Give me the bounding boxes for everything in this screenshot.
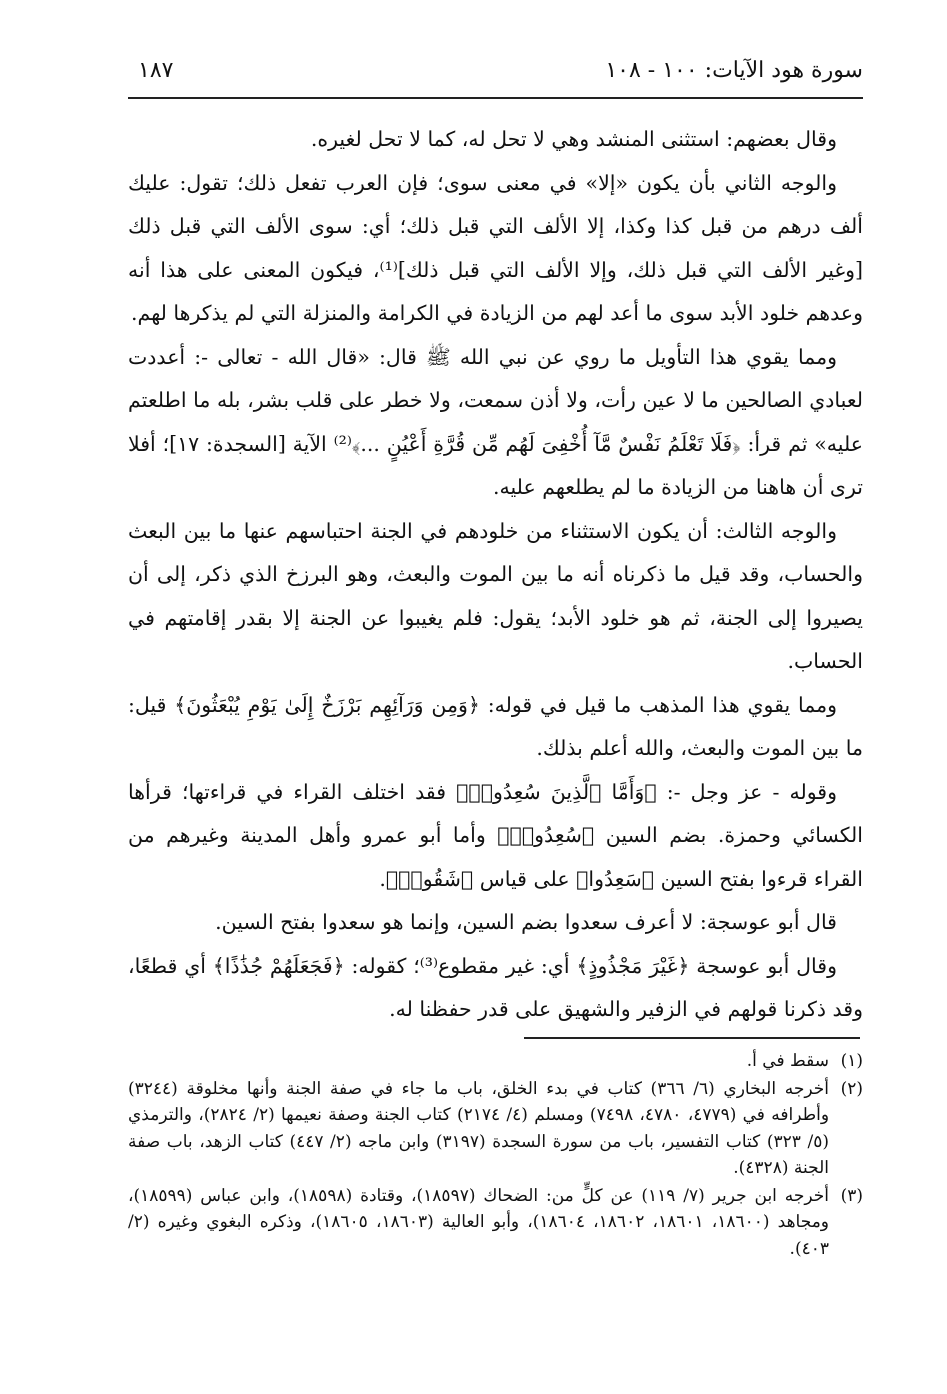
footnote-text: سقط في أ. [746,1051,829,1071]
main-text [128,118,863,1032]
footnote [128,1183,863,1263]
header-rule [128,97,863,99]
footnotes [128,1048,863,1263]
paragraph: وقال بعضهم: استثنى المنشد وهي لا تحل له، كما لا تحل لغيره. [310,127,837,151]
paragraph: ومما يقوي هذا التأويل ما روي عن نبي الله ﷺ قال: «قال الله - تعالى -: أعددت لعبادي الصالحين ما لا عين رأت، ولا أذن سمعت، ولا خطر على قلب بشر، بله ما اطلعتم عليه» ثم قرأ: ﴿فَلَا تَعْلَمُ نَفْسٌ مَّآ أُخْفِىَ لَهُم مِّن قُرَّةِ أَعْيُنٍ ...﴾⁽²⁾ الآية [السجدة: ١٧]؛ أفلا ترى أن هاهنا من الزيادة ما لم يطلعهم عليه. [128,344,863,499]
paragraph: وقال أبو عوسجة ﴿غَيْرَ مَجْذُوذٍ﴾ أي: غير مقطوع⁽³⁾؛ كقوله: ﴿فَجَعَلَهُمْ جُذَٰذًا﴾ أي قطعًا، وقد ذكرنا قولهم في الزفير والشهيق على قدر حفظنا له. [128,953,863,1021]
paragraph: قال أبو عوسجة: لا أعرف سعدوا بضم السين، وإنما هو سعدوا بفتح السين. [215,910,837,934]
footnote-text: أخرجه ابن جرير (٧/ ١١٩) عن كلٍّ من: الضحاك (١٨٥٩٧)، وقتادة (١٨٥٩٨)، وابن عباس (١٨٥٩٩)، ومجاهد (١٨٦٠٠، ١٨٦٠١، ١٨٦٠٢، ١٨٦٠٤)، وأبو العالية (١٨٦٠٣، ١٨٦٠٥)، وذكره البغوي وغيره (٢/ ٤٠٣). [128,1185,830,1259]
footnote-number: (٢) [840,1078,863,1099]
paragraph: والوجه الثالث: أن يكون الاستثناء من خلودهم في الجنة احتباسهم عنها ما بين البعث والحساب، وقد قيل ما ذكرناه أنه ما بين الموت والبعث، وهو البرزخ الذي ذكر، إلى أن يصيروا إلى الجنة، ثم هو خلود الأبد؛ يقول: فلم يغيبوا عن الجنة إلا بقدر إقامتهم في الحساب. [128,518,863,673]
footnote-text: أخرجه البخاري (٦/ ٣٦٦) كتاب في بدء الخلق، باب ما جاء في صفة الجنة وأنها مخلوقة (٣٢٤٤) وأطرافه في (٤٧٧٩، ٤٧٨٠، ٧٤٩٨) ومسلم (٤/ ٢١٧٤) كتاب الجنة وصفة نعيمها (٢/ ٢٨٢٤)، والترمذي (٥/ ٣٢٣) كتاب التفسير، باب من سورة السجدة (٣١٩٧) وابن ماجه (٢/ ٤٤٧) كتاب الزهد، باب صفة الجنة (٤٣٢٨). [128,1078,830,1178]
page-number: ١٨٧ [138,58,174,83]
footnote [128,1048,863,1075]
footnote-number: (٣) [840,1185,863,1206]
paragraph: والوجه الثاني بأن يكون «إلا» في معنى سوى؛ فإن العرب تفعل ذلك؛ تقول: عليك ألف درهم من قبل كذا وكذا، إلا الألف التي قبل ذلك؛ أي: سوى الألف التي قبل ذلك [وغير الألف التي قبل ذلك، وإلا الألف التي قبل ذلك]⁽¹⁾، فيكون المعنى على هذا أنه وعدهم خلود الأبد سوى ما أعد لهم من الزيادة في الكرامة والمنزلة التي لم يذكرها لهم. [128,170,863,325]
footnote-separator [524,1037,860,1039]
header-title: سورة هود الآيات: ١٠٠ - ١٠٨ [605,58,863,83]
paragraph: ومما يقوي هذا المذهب ما قيل في قوله: ﴿وَمِن وَرَآئِهِم بَرْزَخٌ إِلَىٰ يَوْمِ يُبْعَثُونَ﴾ قيل: ما بين الموت والبعث، والله أعلم بذلك. [128,692,863,760]
footnote [128,1076,863,1182]
footnote-number: (١) [840,1051,863,1071]
paragraph: وقوله - عز وجل -: ﴿وَأَمَّا ٱلَّذِينَ سُعِدُوا۟﴾ فقد اختلف القراء في قراءتها؛ قرأها الكسائي وحمزة. بضم السين ﴿سُعِدُوا۟﴾ وأما أبو عمرو وأهل المدينة وغيرهم من القراء قرءوا بفتح السين ﴿سَعِدُوا﴾ على قياس ﴿شَقُوا۟﴾. [128,779,863,891]
running-header [128,52,863,96]
